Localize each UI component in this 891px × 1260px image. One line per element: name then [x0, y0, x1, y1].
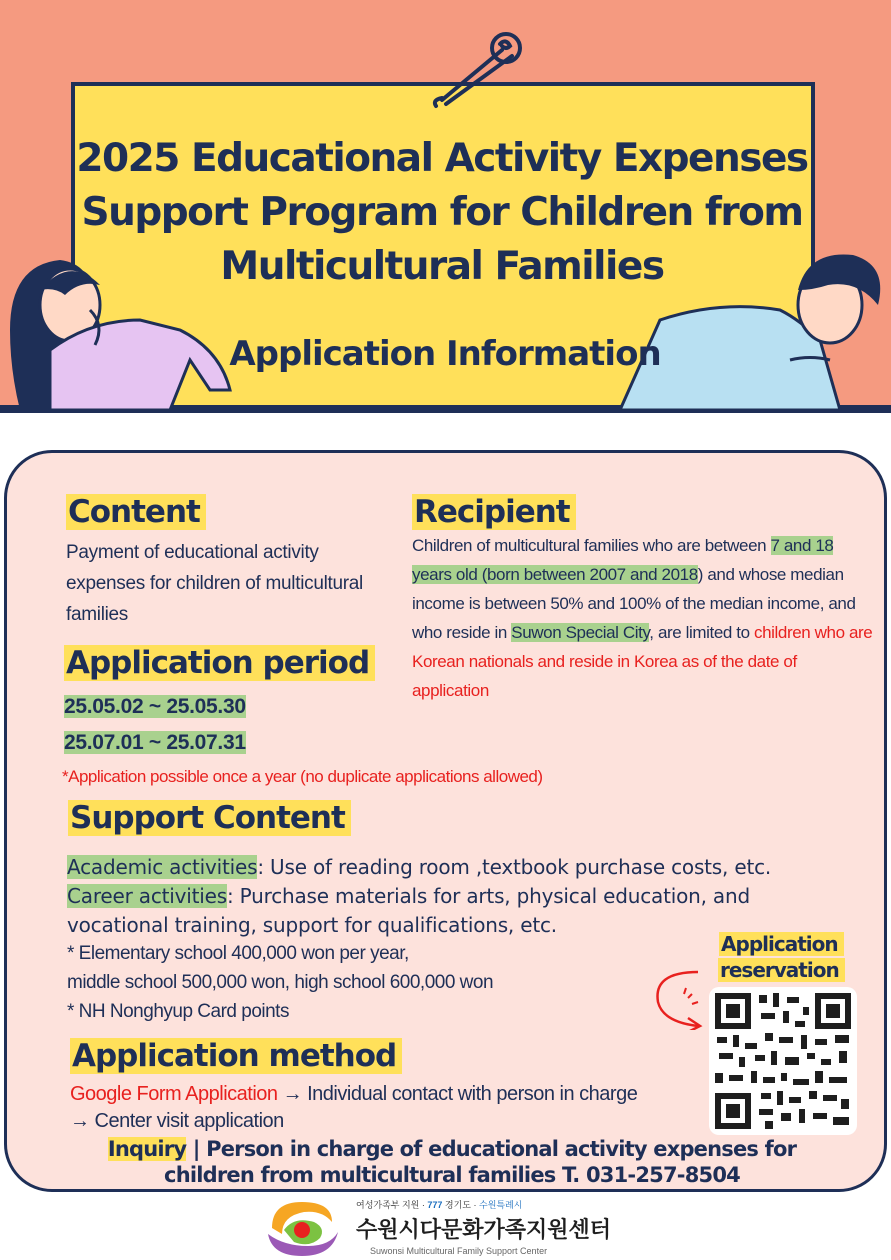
- support-heading: Support Content: [68, 798, 351, 838]
- period-heading: Application period: [64, 643, 375, 683]
- support-notes: * Elementary school 400,000 won per year, middle school 500,000 won, high school 600,000 won * NH Nonghyup Card points: [67, 943, 494, 1022]
- center-logo-icon: [262, 1198, 346, 1258]
- content-body: Payment of educational activity expenses for children of multicultural families: [66, 542, 363, 625]
- nationality-condition: children who are Korean nationals and reside in Korea as of the date of application: [412, 623, 873, 700]
- center-name-english: Suwonsi Multicultural Family Support Center: [370, 1246, 548, 1256]
- career-label: Career activities: [67, 884, 227, 908]
- safety-pin-icon: [432, 30, 522, 110]
- method-heading: Application method: [70, 1036, 402, 1076]
- inquiry-label: Inquiry: [107, 1137, 187, 1161]
- title-line-1: 2025 Educational Activity Expenses: [76, 136, 808, 181]
- page-subtitle: Application Information: [229, 334, 661, 374]
- period-range-2: 25.07.01 ~ 25.07.31: [64, 731, 246, 754]
- title-line-2: Support Program for Children from: [81, 190, 803, 235]
- qr-code-icon: [709, 987, 857, 1135]
- qr-code[interactable]: [709, 987, 857, 1135]
- method-body: Google Form Application → Individual contact with person in charge → Center visit application: [70, 1083, 638, 1132]
- support-body: Academic activities: Use of reading room ,textbook purchase costs, etc. Career activities: Purchase materials for arts, physical education, and vocational training, support for qualifications, etc.: [67, 855, 772, 937]
- age-highlight: 7 and 18 years old (born between 2007 and 2018: [412, 536, 834, 584]
- footer-logo: [262, 1196, 662, 1260]
- period-note: *Application possible once a year (no duplicate applications allowed): [62, 767, 543, 786]
- curved-arrow-icon: [648, 968, 712, 1030]
- google-form-label: Google Form Application: [70, 1083, 278, 1105]
- content-heading: Content: [66, 492, 206, 532]
- center-name-korean: 수원시다문화가족지원센터: [356, 1218, 612, 1243]
- inquiry-info: Inquiry | Person in charge of educational activity expenses for children from multicultural families T. 031-257-8504: [107, 1137, 797, 1187]
- sponsor-line: 여성가족부 지원 · 777 경기도 · 수원특례시: [356, 1200, 523, 1210]
- title-line-3: Multicultural Families: [220, 244, 664, 289]
- city-highlight: Suwon Special City: [511, 623, 650, 642]
- reservation-label: Application reservation: [718, 931, 845, 983]
- page-title: [62, 132, 822, 294]
- recipient-body: Children of multicultural families who are between 7 and 18 years old (born between 2007 and 2018) and whose median income is between 50% and 100% of the median income, and who reside in Suwon Special City, are limited to children who are Korean nationals and reside in Korea as of the date of application: [412, 536, 873, 700]
- period-range-1: 25.05.02 ~ 25.05.30: [64, 695, 246, 718]
- recipient-heading: Recipient: [412, 492, 576, 532]
- academic-label: Academic activities: [67, 855, 258, 879]
